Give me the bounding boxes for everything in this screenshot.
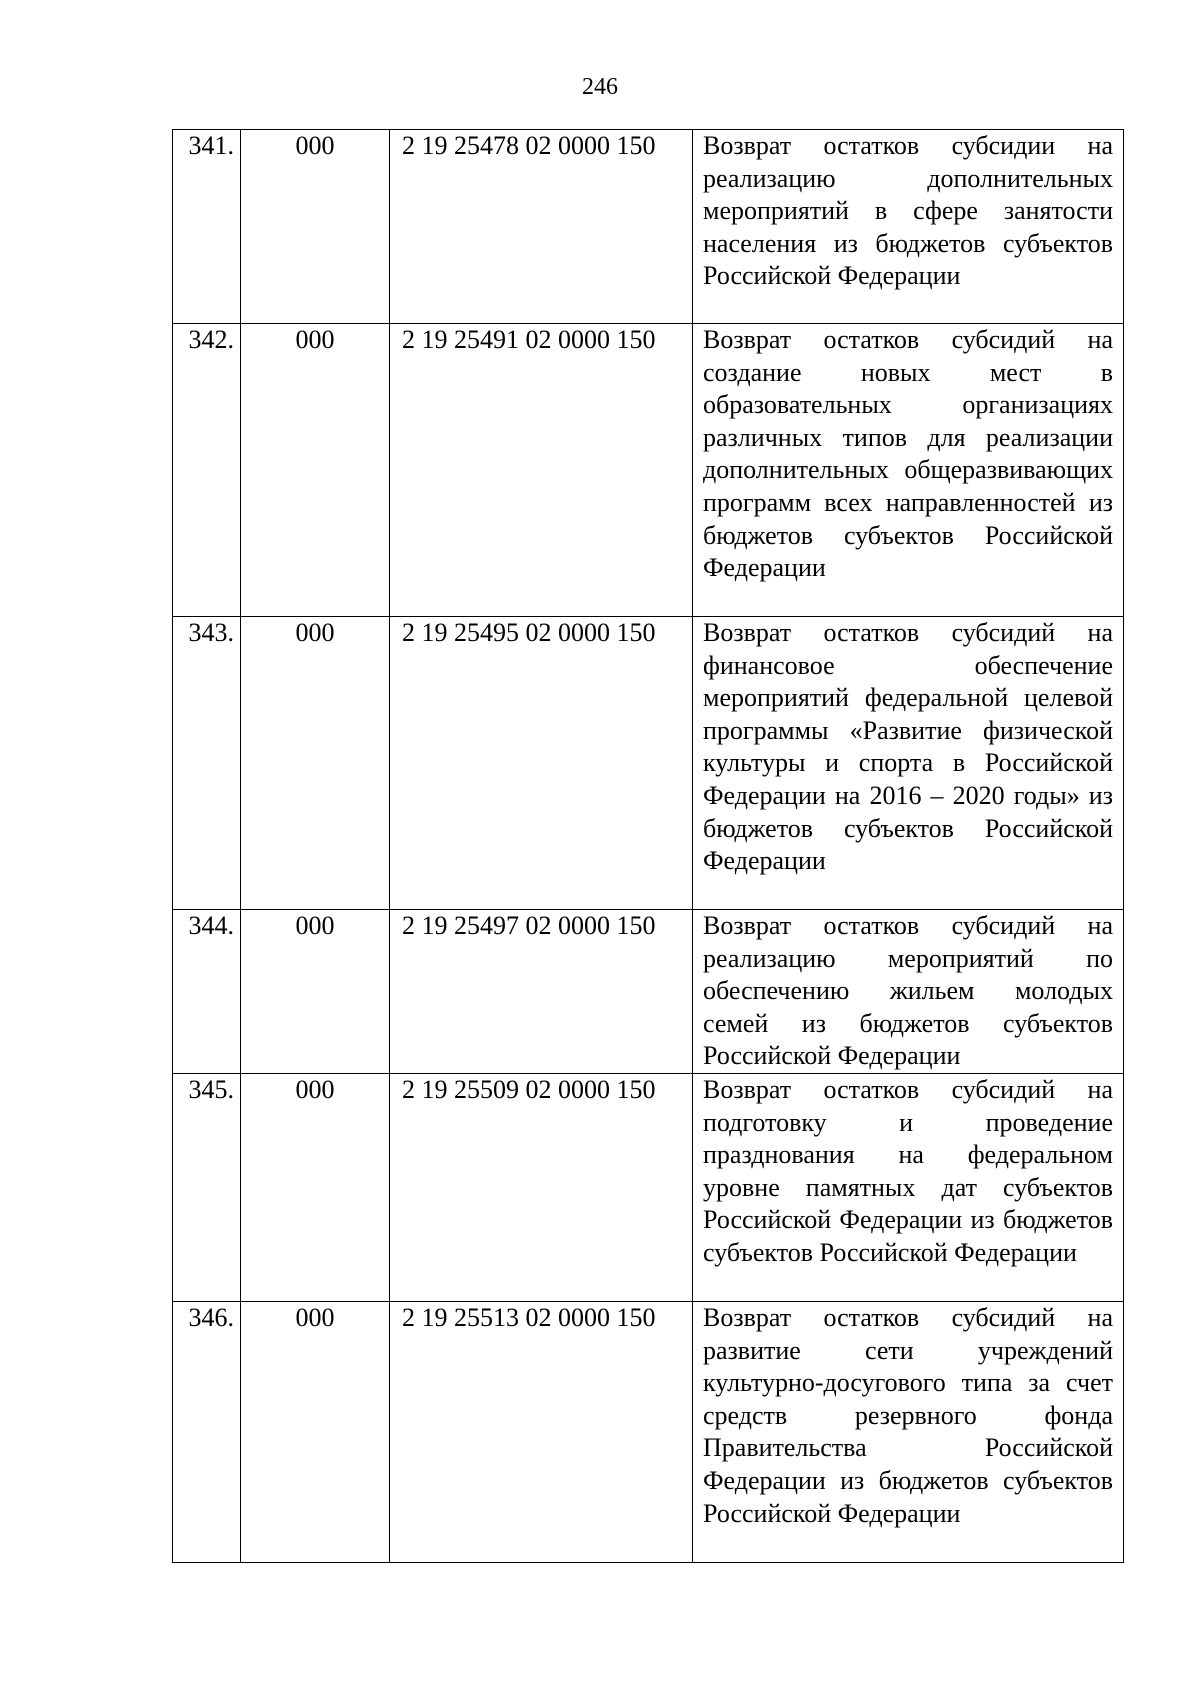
admin-code: 000 [241,1301,390,1562]
page-number: 246 [582,74,618,100]
income-description: Возврат остатков субсидий на реализацию мероприятий по обеспечению жильем молодых семей из бюджетов субъектов Российской Федерации [693,910,1124,1074]
budget-code: 2 19 25491 02 0000 150 [390,324,693,617]
table-body [173,130,1124,1563]
income-description: Возврат остатков субсидий на развитие сети учреждений культурно-досугового типа за счет средств резервного фонда Правительства Российской Федерации из бюджетов субъектов Российской Федерации [693,1301,1124,1562]
income-description: Возврат остатков субсидий на финансовое обеспечение мероприятий федеральной целевой программы «Развитие физической культуры и спорта в Российской Федерации на 2016 – 2020 годы» из бюджетов субъектов Российской Федерации [693,617,1124,910]
income-description: Возврат остатков субсидии на реализацию дополнительных мероприятий в сфере занятости населения из бюджетов субъектов Российской Федерации [693,130,1124,324]
table-row [173,130,1124,324]
row-number: 345. [173,1073,241,1301]
budget-code: 2 19 25478 02 0000 150 [390,130,693,324]
admin-code: 000 [241,130,390,324]
table-row [173,617,1124,910]
table-row [173,1301,1124,1562]
admin-code: 000 [241,617,390,910]
row-number: 341. [173,130,241,324]
row-number: 343. [173,617,241,910]
row-number: 344. [173,910,241,1074]
income-description: Возврат остатков субсидий на создание новых мест в образовательных организациях различных типов для реализации дополнительных общеразвивающих программ всех направленностей из бюджетов субъектов Российской Федерации [693,324,1124,617]
admin-code: 000 [241,910,390,1074]
budget-code: 2 19 25513 02 0000 150 [390,1301,693,1562]
admin-code: 000 [241,1073,390,1301]
table-row [173,1073,1124,1301]
table-row [173,910,1124,1074]
income-description: Возврат остатков субсидий на подготовку и проведение празднования на федеральном уровне памятных дат субъектов Российской Федерации из бюджетов субъектов Российской Федерации [693,1073,1124,1301]
row-number: 342. [173,324,241,617]
table-row [173,324,1124,617]
budget-code: 2 19 25495 02 0000 150 [390,617,693,910]
admin-code: 000 [241,324,390,617]
budget-classification-table [172,129,1124,1563]
budget-code: 2 19 25509 02 0000 150 [390,1073,693,1301]
budget-code: 2 19 25497 02 0000 150 [390,910,693,1074]
row-number: 346. [173,1301,241,1562]
